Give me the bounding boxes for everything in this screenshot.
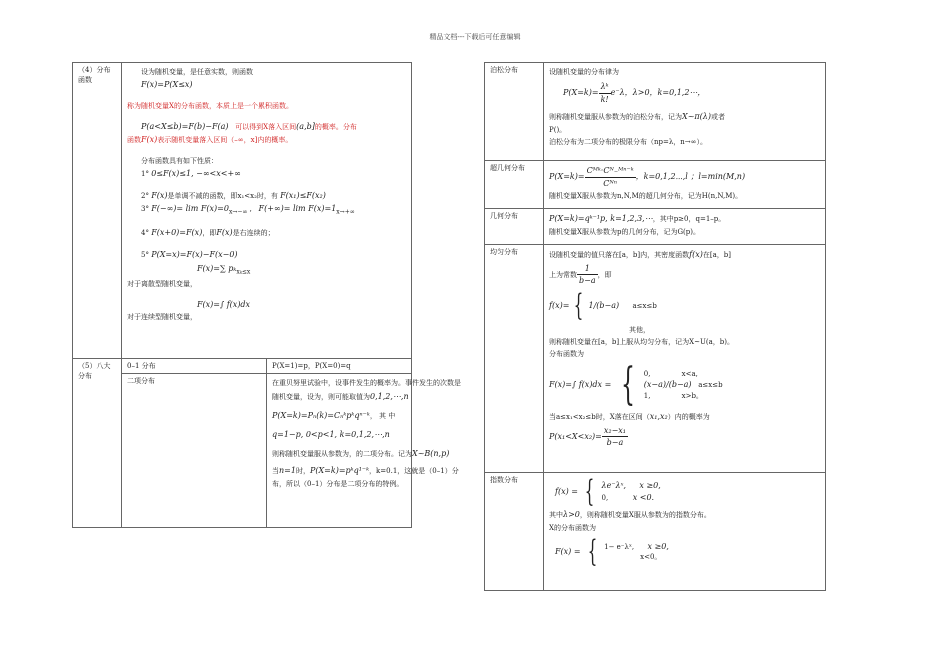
binom-line-1: 在重贝努里试验中，设事件发生的概率为。事件发生的次数是 (272, 379, 461, 388)
unif-2num: 1 (577, 263, 598, 276)
exp-pdf-cases (602, 480, 661, 503)
hyper-den: Cᴺⁿ (603, 178, 617, 188)
binom-values: 0,1,2,⋯,n (370, 392, 409, 402)
exp-d1: 1− e⁻λˣ, (604, 542, 635, 551)
p3-a-sub: x→−∞ (228, 208, 248, 216)
binom-notation: X~B(n,p) (412, 448, 450, 458)
exp-label-cell (485, 473, 544, 591)
poisson-den: k! (600, 94, 609, 104)
hyper-content (544, 161, 826, 209)
cdf-interval-formula: P(a<X≤b)=F(b)−F(a) (141, 121, 229, 131)
exp-c1c: x ≥0, (639, 481, 661, 491)
unif-label-cell (485, 245, 544, 473)
cdf-formula: F(x)=P(X≤x) (141, 80, 193, 90)
discrete-text: 对于离散型随机变量， (127, 279, 197, 288)
p2-a: F(x) (151, 190, 168, 200)
exp-label: 指数分布 (490, 476, 518, 484)
poisson-tail: e⁻λ，λ>0，k=0,1,2⋯， (610, 88, 706, 98)
poisson-content (544, 63, 826, 161)
unif-else: 其他， (629, 325, 650, 334)
geo-content (544, 209, 826, 245)
p4-d: 是右连续的； (232, 229, 275, 238)
binom-6a: 当 (272, 466, 279, 475)
brace-icon: { (584, 474, 595, 509)
unif-1m: f(x) (689, 250, 703, 259)
cdf-interval-ab: (a,b] (296, 121, 315, 131)
table-row (485, 161, 826, 209)
table-row (485, 63, 826, 161)
continuous-formula: F(x)=∫ f(x)dx (197, 299, 251, 309)
right-table (484, 62, 826, 591)
binom-6e: ，k=0.1，这就是（0–1）分 (369, 466, 459, 475)
poisson-line-3: P()。 (549, 125, 567, 134)
cdf-name: 称为随机变量X的分布函数，本质上是一个累积函数。 (127, 101, 293, 110)
binom-6d: P(X=k)=pᵏq¹⁻ᵏ (309, 465, 370, 475)
brace-icon: { (587, 533, 598, 569)
p3-a: F(−∞)= lim F(x)=0 (151, 204, 229, 214)
exp-content (544, 473, 826, 591)
hyper-line-2: 随机变量X服从参数为n,N,M的超几何分布，记为H(n,N,M)。 (549, 192, 743, 201)
cdf-fx-prefix: 函数 (127, 136, 141, 145)
binom-label-cell (122, 374, 267, 528)
zero-one-label: 0–1 分布 (127, 362, 156, 370)
cdf-fx-text: 表示随机变量落入区间（–∞，x]内的概率。 (157, 136, 293, 145)
unif-c3: 1, (643, 392, 651, 400)
p2-b: 是单调不减的函数，即x₁<x₂时，有 (167, 191, 278, 200)
unif-2a: 上为常数 (549, 270, 577, 279)
table-row (73, 63, 412, 359)
cdf-label-cell (73, 63, 122, 359)
exp-1a: 其中 (549, 511, 563, 519)
binom-pmf: P(X=k)=Pₙ(k)=Cₙᵏpᵏqⁿ⁻ᵏ (272, 411, 370, 421)
props-title: 分布函数具有如下性质： (141, 157, 218, 166)
zero-one-text: P(X=1)=p，P(X=0)=q (272, 362, 351, 370)
table-row (485, 245, 826, 473)
geo-line-2: 随机变量X服从参数为p的几何分布，记为G(p)。 (549, 227, 700, 236)
discrete-formula: F(x)=∑ pₖ (197, 263, 237, 273)
left-table (72, 62, 461, 528)
p4-num: 4° (141, 229, 149, 238)
poisson-label: 泊松分布 (490, 66, 518, 74)
table-row (73, 374, 412, 528)
cdf-content-cell: 设为随机变量，是任意实数，则函数 F(x)=P(X≤x) 称为随机变量X的分布函数，本质上是一个累积函数。 P(a<X≤b)=F(b)−F(a) 可以得到X落入区间(a,b]的概率。分布 函数F(x)表示随机变量落入区间（–∞，x]内的概率。 分布函数具有如下性质： 1° 0≤F(x)≤1, −∞<x<+∞ 2° F(x)是单调不减的函数，即x₁<x₂时，有 F(x₁)≤F(x₂) 3° $F(-\infty)= \lim F(x)=0_{x\to-\infty}$ , $F(+\infty)= \lim F(x)=1_{x\to+\infty}$ 4° F(x+0)=F(x)，即F(x)是右连续的； 5° P(X=x)=F(x)−F(x−0) F(x)=∑ pₖ$_{x_k\le x}$ 对于离散型随机变量， F(x)=∫ f(x)dx 对于连续型随机变量， (122, 63, 412, 359)
p4-c: F(x) (216, 228, 233, 238)
poisson-line-1: 设随机变量的分布律为 (549, 68, 619, 76)
poisson-formula: P(X=k)= (563, 88, 599, 98)
dist-label-cell (73, 359, 122, 528)
unif-5m: x₁,x₂ (649, 412, 668, 422)
exp-c1: λe⁻λˣ, (601, 481, 627, 491)
p3-b: F(+∞)= lim F(x)=1 (258, 204, 337, 214)
unif-prob-lhs: P(x₁<X<x₂)= (549, 431, 602, 441)
unif-content (544, 245, 826, 473)
hyper-num: Cᴹᵏ·Cᴺ₋ᴹⁿ⁻ᵏ (585, 165, 636, 178)
binom-line-7: 布，所以（0–1）分布是二项分布的特例。 (272, 480, 404, 489)
hyper-tail: ，k=0,1,2⋯,l ；l=min(M,n) (635, 172, 746, 182)
cdf-fx-sym: F(x) (141, 135, 158, 145)
unif-1a: 设随机变量的值只落在[a，b]内，其密度函数 (549, 251, 690, 259)
unif-5b: ）内的概率为 (667, 413, 710, 422)
exp-c2c: x <0. (632, 493, 655, 502)
poisson-line-2a: 则称随机变量服从参数为的泊松分布，记为 (549, 113, 682, 122)
unif-c3c: x>b。 (681, 392, 703, 400)
exp-cdf-lhs: F(x) = (555, 546, 581, 556)
table-row (73, 359, 412, 374)
unif-cdf-lhs: F(x)=∫ f(x)dx = (549, 380, 612, 390)
exp-1b: ，则称随机变量X服从参数为的指数分布。 (579, 511, 711, 519)
binom-label: 二项分布 (127, 377, 155, 386)
binom-where: ， 其 中 (369, 412, 396, 421)
binom-line-2: 随机变量，设为，则可能取值为 (272, 393, 370, 402)
exp-pdf-lhs: f(x) = (555, 487, 578, 496)
zero-one-label-cell (122, 359, 267, 374)
unif-label: 均匀分布 (490, 248, 518, 256)
binom-conditions: q=1−p, 0<p<1, k=0,1,2,⋯,n (272, 429, 390, 439)
p3-b-sub: x→+∞ (336, 208, 355, 216)
geo-label-cell (485, 209, 544, 245)
unif-c1: 0, (643, 370, 651, 379)
poisson-num: λᵏ (599, 81, 611, 94)
unif-prob-num: x₂−x₁ (602, 425, 628, 438)
p3-num: 3° (141, 205, 149, 214)
discrete-sub: xₖ≤x (236, 268, 251, 276)
poisson-line-4: 泊松分布为二项分布的极限分布（np=λ，n→∞）。 (549, 138, 707, 147)
zero-one-content (267, 359, 412, 374)
geo-tail: ，其中p≥0，q=1–p。 (652, 215, 726, 223)
unif-line-4: 分布函数为 (549, 350, 584, 359)
cdf-interval-text2: 的概率。分布 (314, 122, 357, 131)
table-row (485, 209, 826, 245)
unif-pdf-val: 1/(b−a) (588, 300, 620, 310)
unif-line-3: 则称随机变量在[a，b]上服从均匀分布，记为X~U(a，b)。 (549, 337, 734, 346)
unif-prob-den: b−a (606, 438, 624, 448)
hyper-formula: P(X=k)= (549, 172, 585, 182)
p2-c: F(x₁)≤F(x₂) (280, 190, 326, 200)
p1-formula: 0≤F(x)≤1, −∞<x<+∞ (151, 169, 241, 179)
hyper-label: 超几何分布 (490, 164, 525, 172)
p2-num: 2° (141, 191, 149, 200)
dist-label: （5）八大分布 (78, 362, 111, 381)
binom-6b: n=1 (279, 465, 296, 475)
unif-2den: b−a (579, 276, 596, 286)
p1-num: 1° (141, 170, 149, 179)
exp-d1c: x ≥0, (647, 541, 669, 551)
exp-1m: λ>0 (563, 510, 580, 519)
unif-cdf-cases (644, 369, 723, 401)
brace-icon: { (620, 359, 635, 411)
table-row (485, 473, 826, 591)
geo-label: 几何分布 (490, 212, 518, 220)
p5-num: 5° (141, 251, 149, 260)
poisson-label-cell (485, 63, 544, 161)
unif-c2: (x−a)/(b−a) (643, 380, 692, 390)
cdf-interval-text: 可以得到X落入区间 (235, 122, 297, 131)
unif-pdf-lhs: f(x)= (549, 300, 570, 310)
exp-line-2: X的分布函数为 (549, 523, 596, 532)
p5-formula: P(X=x)=F(x)−F(x−0) (151, 250, 238, 260)
p4-b: ，即 (202, 229, 217, 238)
unif-1b: 在[a，b] (702, 251, 731, 259)
unif-5a: 当a≤x₁<x₂≤b时，X落在区间（ (549, 413, 650, 422)
page-header: 精品文档---下载后可任意编辑 (429, 33, 521, 41)
poisson-notation: X~π(λ) (682, 112, 711, 122)
continuous-text: 对于连续型随机变量， (127, 313, 197, 322)
cdf-label: （4）分布函数 (78, 66, 111, 85)
binom-6c: 时， (295, 466, 310, 475)
unif-pdf-cond: a≤x≤b (632, 301, 657, 310)
geo-formula: P(X=k)=qᵏ⁻¹p, k=1,2,3,⋯ (549, 214, 653, 223)
poisson-line-2b: 或者 (710, 113, 725, 122)
unif-c1c: x<a, (681, 370, 698, 379)
cdf-intro: 设为随机变量，是任意实数，则函数 (141, 68, 253, 76)
binom-content (267, 374, 461, 528)
exp-cdf-cases (604, 541, 669, 563)
exp-d2: x<0。 (640, 553, 662, 562)
unif-c2c: a≤x≤b (698, 381, 723, 390)
p4-a: F(x+0)=F(x) (151, 228, 203, 238)
exp-c2: 0, (601, 494, 609, 502)
hyper-label-cell (485, 161, 544, 209)
unif-2b: ，即 (597, 270, 612, 279)
brace-icon: { (574, 287, 584, 323)
binom-line-5: 则称随机变量服从参数为，的二项分布。记为 (272, 449, 412, 458)
